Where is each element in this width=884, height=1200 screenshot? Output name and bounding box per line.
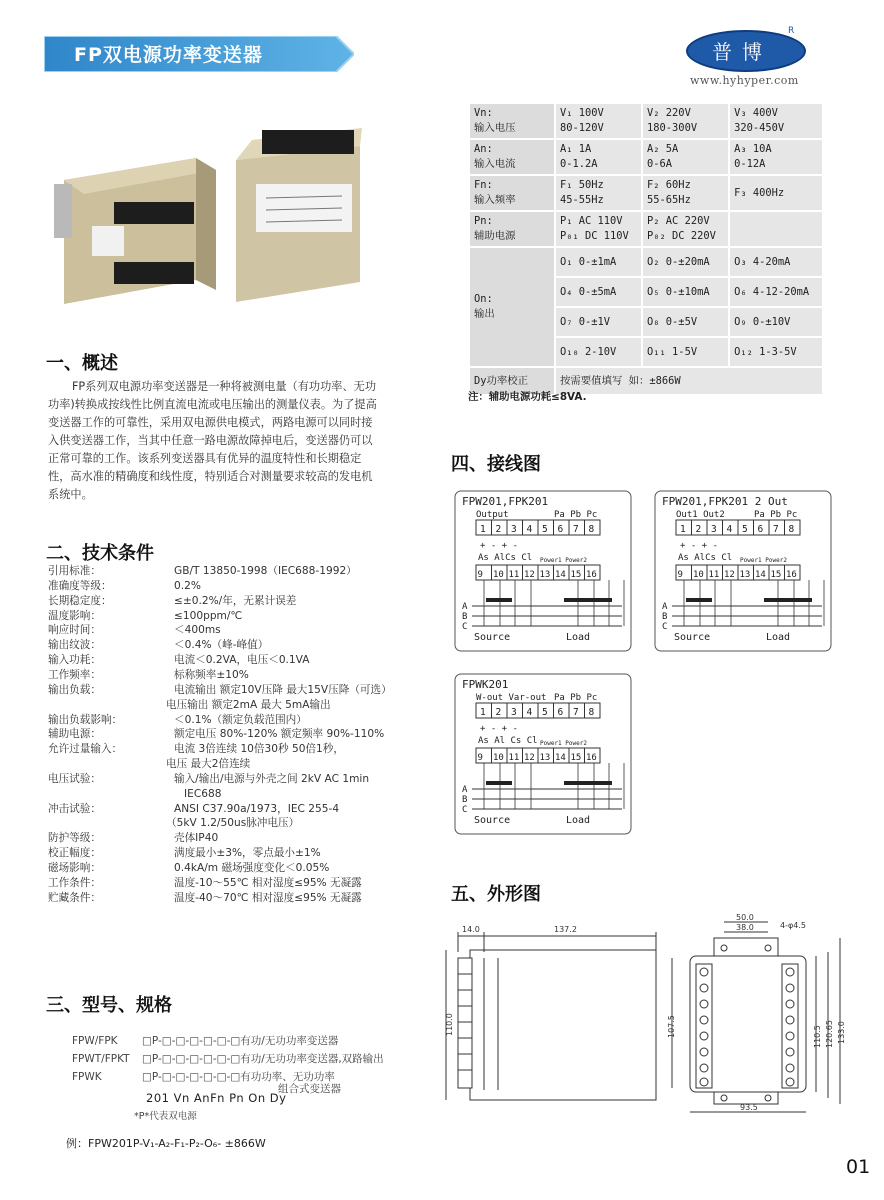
- model-line: [72, 1051, 384, 1066]
- tech-spec-value: ≤±0.2%/年，无累计误差: [174, 594, 297, 607]
- tech-spec-label: 长期稳定度：: [48, 594, 112, 607]
- diagram-title: FPWK201: [462, 678, 509, 691]
- terminal-number: 10: [493, 570, 504, 580]
- dim-label: 137.2: [554, 925, 577, 934]
- tech-spec-value: IEC688: [184, 787, 222, 800]
- model-code: □P-□-□-□-□-□-□: [142, 1035, 241, 1047]
- tech-spec-value: 壳体IP40: [174, 832, 219, 845]
- terminal-number: 5: [542, 524, 548, 535]
- terminal-number: 11: [508, 570, 520, 580]
- ct-coil: [686, 598, 712, 602]
- tech-spec-row: [48, 831, 219, 845]
- phase-label: A: [662, 602, 668, 612]
- dim-label: 133.0: [837, 1021, 846, 1044]
- tech-spec-value: ANSI C37.90a/1973，IEC 255-4: [174, 802, 340, 815]
- tech-spec-row: [48, 579, 201, 593]
- output-cell: O₁₁ 1-5V: [642, 337, 729, 367]
- overview-line: 系统中。: [48, 488, 93, 501]
- param-label: [469, 175, 555, 211]
- diagram-power-labels: Power1 Power2: [740, 557, 787, 564]
- overview-line: FP系列双电源功率变送器是一种将被测电量（有功功率、无功: [72, 380, 377, 393]
- tech-spec-row: [48, 891, 362, 905]
- model-legend: 201 Vn AnFn Pn On Dy: [146, 1091, 287, 1105]
- terminal-block-right: [782, 964, 798, 1088]
- model-desc: 有功功率、无功功率: [240, 1071, 335, 1083]
- tech-spec-value: 输入/输出/电源与外壳之间 2kV AC 1min: [174, 772, 370, 785]
- cell-line: A₃ 10A: [734, 143, 772, 155]
- terminal-number: 15: [570, 570, 582, 580]
- load-label: Load: [566, 815, 591, 826]
- brand-website: www.hyhyper.com: [690, 74, 799, 87]
- output-cell: O₁₀ 2-10V: [555, 337, 642, 367]
- tech-spec-value: ＜0.1%（额定负载范围内）: [174, 713, 307, 726]
- terminal-number: 8: [788, 524, 795, 535]
- tech-spec-value: 满度最小±3%，零点最小±1%: [174, 847, 321, 860]
- overview-line: 入供变送器工作，当其中任意一路电源故障掉电后，变送器仍可以: [48, 434, 373, 447]
- terminal-number: 2: [495, 707, 502, 718]
- terminal-number: 9: [477, 753, 483, 763]
- phase-label: A: [462, 785, 468, 795]
- param-cell: [642, 175, 729, 211]
- cell-line: 320-450V: [734, 122, 785, 134]
- cell-line: F₁ 50Hz: [560, 179, 604, 191]
- calibration-label: Dy功率校正: [469, 367, 555, 395]
- tech-spec-value: 电流＜0.2VA，电压＜0.1VA: [174, 654, 310, 667]
- param-name: 输入电流: [474, 158, 516, 170]
- terminal-number: 8: [588, 707, 595, 718]
- tech-spec-row: [48, 653, 310, 667]
- terminal-number: 5: [542, 707, 548, 718]
- tech-spec-row: [48, 876, 362, 890]
- terminal-number: 14: [555, 570, 566, 580]
- terminal-number: 12: [724, 570, 735, 580]
- load-label: Load: [766, 632, 791, 643]
- tech-spec-label: 工作频率：: [48, 668, 101, 681]
- output-cell: O₅ 0-±10mA: [642, 277, 729, 307]
- side-view-terminals: [458, 958, 472, 1088]
- dim-label: 107.5: [667, 1015, 676, 1038]
- terminal-number: 16: [786, 570, 797, 580]
- param-name: 输入频率: [474, 194, 516, 206]
- cell-line: 0-12A: [734, 158, 766, 170]
- param-cell: [729, 175, 823, 211]
- param-cell: [729, 211, 823, 247]
- phase-label: B: [462, 612, 468, 622]
- terminal-number: 2: [495, 524, 502, 535]
- cell-line: V₁ 100V: [560, 107, 604, 119]
- terminal-number: 15: [770, 570, 782, 580]
- param-code: Vn:: [474, 107, 493, 119]
- tech-spec-label: 冲击试验：: [48, 802, 101, 815]
- tech-spec-label: 温度影响：: [48, 609, 101, 622]
- tech-spec-row: [48, 623, 221, 637]
- terminal-number: 15: [570, 753, 582, 763]
- terminal-number: 2: [695, 524, 702, 535]
- terminal-number: 11: [708, 570, 720, 580]
- source-label: Source: [674, 632, 711, 643]
- tech-spec-value: 电流输出 额定10V压降 最大15V压降（可选）: [174, 683, 392, 696]
- power-note: 注：辅助电源功耗≤8VA.: [468, 391, 587, 403]
- param-code: On:: [474, 293, 493, 305]
- table-row: [469, 175, 823, 211]
- param-code: An:: [474, 143, 493, 155]
- param-name: 输出: [474, 308, 495, 320]
- tech-spec-label: 贮藏条件：: [48, 891, 101, 904]
- wiring-diagram: [454, 673, 632, 835]
- terminal-number: 6: [757, 524, 764, 535]
- model-note: *P*代表双电源: [134, 1111, 197, 1122]
- tech-spec-value: 温度-40～70℃ 相对湿度≤95% 无凝露: [174, 891, 362, 904]
- tech-spec-label: 允许过量输入：: [48, 743, 123, 756]
- diagram-title: FPW201,FPK201 2 Out: [662, 495, 788, 508]
- wiring-heading: 四、接线图: [451, 454, 541, 475]
- tech-spec-row: [48, 727, 385, 741]
- model-line: [72, 1033, 338, 1048]
- tech-spec-label: 准确度等级：: [48, 579, 112, 592]
- dim-label: 50.0: [736, 913, 754, 922]
- phase-label: B: [662, 612, 668, 622]
- cell-line: P₀₁ DC 110V: [560, 230, 629, 242]
- output-cell: O₇ 0-±1V: [555, 307, 642, 337]
- parameter-table: [468, 102, 824, 396]
- tech-spec-label: 辅助电源：: [48, 728, 101, 741]
- tech-spec-value: ＜0.4%（峰-峰值）: [174, 639, 269, 652]
- tech-spec-row: [48, 861, 330, 875]
- product-photo: [44, 118, 374, 318]
- cell-line: 0-1.2A: [560, 158, 598, 170]
- cell-line: A₁ 1A: [560, 143, 592, 155]
- terminal-number: 3: [511, 524, 517, 535]
- dim-label: 4-φ4.5: [780, 921, 806, 930]
- wiring-diagram: [454, 490, 632, 652]
- tech-spec-row: [48, 772, 370, 786]
- tech-spec-label: 输出纹波：: [48, 639, 101, 652]
- diagram-power-labels: Power1 Power2: [540, 740, 587, 747]
- output-cell: O₁ 0-±1mA: [555, 247, 642, 277]
- tech-spec-label: 输入功耗：: [48, 654, 101, 667]
- tech-spec-row: [48, 609, 243, 623]
- tech-spec-value: 电压 最大2倍连续: [166, 758, 251, 771]
- table-row: [469, 247, 823, 277]
- output-cell: O₄ 0-±5mA: [555, 277, 642, 307]
- param-cell: [555, 211, 642, 247]
- diagram-title: FPW201,FPK201: [462, 495, 549, 508]
- cell-line: P₂ AC 220V: [647, 215, 710, 227]
- tech-spec-value: 0.2%: [174, 579, 201, 592]
- terminal-number: 7: [573, 524, 579, 535]
- phase-label: C: [462, 622, 468, 632]
- tech-spec-row: [48, 594, 297, 608]
- wiring-diagram: [654, 490, 832, 652]
- dim-label: 120.65: [825, 1020, 834, 1048]
- param-name: 辅助电源: [474, 230, 516, 242]
- tech-spec-label: 校正幅度：: [48, 847, 101, 860]
- terminal-number: 8: [588, 524, 595, 535]
- diagram-top-right-label: Pa Pb Pc: [554, 510, 598, 520]
- param-name: 输入电压: [474, 122, 516, 134]
- tech-spec-label: 输出负载：: [48, 683, 101, 696]
- model-example: 例：FPW201P-V₁-A₂-F₁-P₂-O₆- ±866W: [66, 1137, 266, 1150]
- tech-spec-label: 磁场影响：: [48, 862, 101, 874]
- phase-label: C: [462, 805, 468, 815]
- overview-line: 变送器工作的可靠性，采用双电源供电模式，两路电源可以同时接: [48, 416, 373, 429]
- diagram-top-left-label: Output: [476, 510, 509, 520]
- model-heading: 三、型号、规格: [46, 995, 172, 1016]
- param-cell: [642, 211, 729, 247]
- param-cell: [642, 103, 729, 139]
- cell-line: 80-120V: [560, 122, 604, 134]
- tech-spec-value: 电流 3倍连续 10倍30秒 50倍1秒，: [174, 743, 344, 756]
- param-cell: [729, 103, 823, 139]
- cell-line: 55-65Hz: [647, 194, 691, 206]
- dim-label: 93.5: [740, 1103, 758, 1112]
- model-code: □P-□-□-□-□-□-□: [142, 1071, 241, 1083]
- tech-spec-row: [48, 564, 357, 578]
- tech-spec-label: 工作条件：: [48, 876, 101, 889]
- model-desc: 有功/无功功率变送器,双路输出: [240, 1053, 384, 1065]
- cell-line: P₀₂ DC 220V: [647, 230, 716, 242]
- model-desc-cont: 组合式变送器: [278, 1083, 341, 1095]
- overview-text: [48, 378, 426, 504]
- terminal-number: 9: [477, 570, 483, 580]
- output-cell: O₈ 0-±5V: [642, 307, 729, 337]
- table-row: [469, 211, 823, 247]
- overview-line: 功率)转换成按线性比例直流电流或电压输出的测量仪表。为了提高: [48, 398, 377, 411]
- table-row: [469, 103, 823, 139]
- cell-line: 0-6A: [647, 158, 673, 170]
- terminal-number: 6: [557, 524, 564, 535]
- load-label: Load: [566, 632, 591, 643]
- terminal-number: 4: [526, 524, 533, 535]
- tech-spec-value: ＜400ms: [174, 624, 221, 637]
- ct-coil: [486, 781, 512, 785]
- terminal-number: 12: [524, 753, 535, 763]
- diagram-power-labels: Power1 Power2: [540, 557, 587, 564]
- source-label: Source: [474, 632, 511, 643]
- model-desc: 有功/无功功率变送器: [240, 1035, 339, 1047]
- output-cell: O₃ 4-20mA: [729, 247, 823, 277]
- terminal-block-left: [696, 964, 712, 1088]
- tech-spec-row: [48, 683, 392, 697]
- terminal-number: 1: [680, 524, 686, 535]
- overview-line: 性，高水准的精确度和线性度，特别适合对测量要求较高的发电机: [48, 470, 373, 483]
- cell-line: A₂ 5A: [647, 143, 679, 155]
- terminal-number: 7: [573, 707, 579, 718]
- ct-coil: [586, 598, 612, 602]
- terminal-number: 13: [539, 570, 551, 580]
- registered-mark: R: [788, 26, 795, 36]
- tech-spec-value: 电压输出 额定2mA 最大 5mA输出: [166, 698, 331, 711]
- tech-spec-label: 输出负载影响：: [48, 713, 123, 726]
- terminal-number: 13: [739, 570, 751, 580]
- param-cell: [555, 175, 642, 211]
- terminal-number: 6: [557, 707, 564, 718]
- ct-coil: [586, 781, 612, 785]
- polarity-signs: + - + -: [480, 724, 518, 734]
- output-cell: O₆ 4-12-20mA: [729, 277, 823, 307]
- tech-spec-row: [48, 713, 307, 727]
- cell-line: P₁ AC 110V: [560, 215, 623, 227]
- model-prefix: FPW/FPK: [72, 1035, 118, 1047]
- terminal-number: 7: [773, 524, 779, 535]
- dim-label: 38.0: [736, 923, 754, 932]
- output-cell: O₉ 0-±10V: [729, 307, 823, 337]
- diagram-input-labels: As AlCs Cl: [678, 553, 733, 563]
- terminal-number: 10: [693, 570, 704, 580]
- model-code: □P-□-□-□-□-□-□: [142, 1053, 241, 1065]
- tech-spec-label: 引用标准：: [48, 565, 101, 577]
- tech-spec-value: GB/T 13850-1998（IEC688-1992）: [174, 565, 357, 577]
- diagram-input-labels: As Al Cs Cl: [478, 736, 538, 746]
- param-cell: [729, 139, 823, 175]
- polarity-signs: + - + -: [480, 541, 518, 551]
- overview-heading: 一、概述: [46, 353, 118, 374]
- tech-spec-value: 温度-10～55℃ 相对湿度≤95% 无凝露: [174, 876, 362, 889]
- diagram-input-labels: As AlCs Cl: [478, 553, 533, 563]
- tech-spec-label: 响应时间：: [48, 624, 101, 637]
- tech-spec-value: 额定电压 80%-120% 额定频率 90%-110%: [174, 728, 385, 741]
- tech-spec-value: ≤100ppm/℃: [174, 609, 243, 622]
- terminal-number: 11: [508, 753, 520, 763]
- diagram-top-right-label: Pa Pb Pc: [554, 693, 598, 703]
- terminal-number: 1: [480, 707, 486, 718]
- param-cell: [642, 139, 729, 175]
- cell-line: V₃ 400V: [734, 107, 778, 119]
- param-code: Fn:: [474, 179, 493, 191]
- calibration-value: 按需要值填写 如：±866W: [555, 367, 823, 395]
- param-cell: [555, 103, 642, 139]
- dim-label: 110.5: [813, 1025, 822, 1048]
- tech-spec-value: 标称频率±10%: [174, 668, 249, 681]
- terminal-screws: [700, 968, 794, 1086]
- ct-coil: [786, 598, 812, 602]
- overview-line: 正常可靠的工作。该系列变送器具有优异的温度特性和长期稳定: [48, 452, 362, 465]
- outline-heading: 五、外形图: [451, 884, 541, 905]
- output-cell: O₁₂ 1-3-5V: [729, 337, 823, 367]
- front-view-flange: [714, 938, 778, 956]
- terminal-number: 10: [493, 753, 504, 763]
- phase-label: A: [462, 602, 468, 612]
- tech-spec-value: 0.4kA/m 磁场强度变化＜0.05%: [174, 862, 330, 874]
- terminal-number: 14: [555, 753, 566, 763]
- model-prefix: FPWK: [72, 1071, 102, 1083]
- cell-line: F₃ 400Hz: [734, 186, 785, 199]
- tech-spec-row: [48, 668, 249, 682]
- tech-spec-label: 防护等级：: [48, 832, 101, 845]
- terminal-number: 1: [480, 524, 486, 535]
- tech-spec-row: [48, 802, 340, 816]
- cell-line: 180-300V: [647, 122, 698, 134]
- output-cell: O₂ 0-±20mA: [642, 247, 729, 277]
- phase-label: C: [662, 622, 668, 632]
- table-row: [469, 139, 823, 175]
- dim-label: 110.0: [445, 1013, 454, 1036]
- terminal-number: 16: [586, 570, 597, 580]
- terminal-number: 16: [586, 753, 597, 763]
- param-label: [469, 139, 555, 175]
- diagram-top-left-label: Out1 Out2: [676, 510, 725, 520]
- output-label: [469, 247, 555, 367]
- diagram-top-left-label: W-out Var-out: [476, 693, 547, 703]
- outline-drawing: [444, 912, 864, 1122]
- tech-spec-row: [48, 638, 269, 652]
- diagram-top-right-label: Pa Pb Pc: [754, 510, 798, 520]
- polarity-signs: + - + -: [680, 541, 718, 551]
- cell-line: V₂ 220V: [647, 107, 691, 119]
- dim-label: 14.0: [462, 925, 480, 934]
- param-label: [469, 103, 555, 139]
- param-code: Pn:: [474, 215, 493, 227]
- terminal-number: 9: [677, 570, 683, 580]
- model-prefix: FPWT/FPKT: [72, 1053, 130, 1065]
- terminal-number: 3: [711, 524, 717, 535]
- terminal-number: 5: [742, 524, 748, 535]
- tech-spec-row: [48, 846, 321, 860]
- param-cell: [555, 139, 642, 175]
- terminal-number: 3: [511, 707, 517, 718]
- cell-line: F₂ 60Hz: [647, 179, 691, 191]
- terminal-number: 13: [539, 753, 551, 763]
- tech-spec-value: （5kV 1.2/50us脉冲电压）: [166, 817, 300, 830]
- page-number: 01: [846, 1156, 871, 1178]
- page-title: FP双电源功率变送器: [74, 44, 263, 66]
- cell-line: 45-55Hz: [560, 194, 604, 206]
- tech-spec-label: 电压试验：: [48, 772, 101, 785]
- tech-spec-row: [48, 742, 344, 756]
- ct-coil: [486, 598, 512, 602]
- param-label: [469, 211, 555, 247]
- source-label: Source: [474, 815, 511, 826]
- terminal-number: 4: [726, 524, 733, 535]
- terminal-number: 14: [755, 570, 766, 580]
- terminal-number: 12: [524, 570, 535, 580]
- phase-label: B: [462, 795, 468, 805]
- terminal-number: 4: [526, 707, 533, 718]
- tech-heading: 二、技术条件: [46, 543, 154, 564]
- brand-name: 普博: [712, 40, 772, 64]
